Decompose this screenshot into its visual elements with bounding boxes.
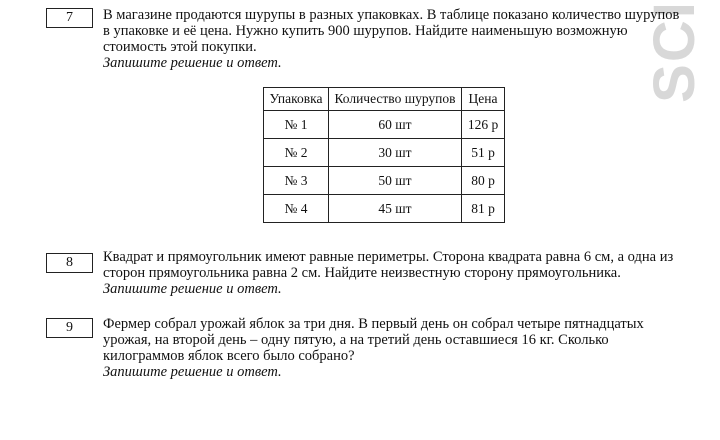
cell-package: № 3 xyxy=(264,167,329,195)
cell-price: 81 р xyxy=(462,195,505,223)
task-8-text xyxy=(103,249,673,297)
table-row xyxy=(264,111,505,139)
cell-price: 80 р xyxy=(462,167,505,195)
table-row xyxy=(264,167,505,195)
header-quantity: Количество шурупов xyxy=(329,88,462,111)
task-9-line-2: урожая, на второй день – одну пятую, а на третий день оставшиеся 16 кг. Сколько xyxy=(103,332,609,348)
task-9-line-3: килограммов яблок всего было собрано? xyxy=(103,348,355,364)
header-package: Упаковка xyxy=(264,88,329,111)
task-7-line-3: стоимость этой покупки. xyxy=(103,39,257,55)
table-row xyxy=(264,139,505,167)
watermark: SCI xyxy=(642,0,708,103)
cell-package: № 1 xyxy=(264,111,329,139)
task-7-text xyxy=(103,7,679,71)
task-8-line-1: Квадрат и прямоугольник имеют равные периметры. Сторона квадрата равна 6 см, а одна из xyxy=(103,249,674,265)
header-price: Цена xyxy=(462,88,505,111)
cell-quantity: 50 шт xyxy=(329,167,462,195)
task-8-number: 8 xyxy=(46,253,93,273)
packages-table xyxy=(263,87,505,223)
cell-quantity: 60 шт xyxy=(329,111,462,139)
task-8-instruction: Запишите решение и ответ. xyxy=(103,281,282,297)
task-9-number: 9 xyxy=(46,318,93,338)
task-7-line-2: в упаковке и её цена. Нужно купить 900 шурупов. Найдите наименьшую возможную xyxy=(103,23,628,39)
task-8-line-2: сторон прямоугольника равна 2 см. Найдите неизвестную сторону прямоугольника. xyxy=(103,265,621,281)
task-7-instruction: Запишите решение и ответ. xyxy=(103,55,282,71)
task-9-instruction: Запишите решение и ответ. xyxy=(103,364,282,380)
cell-quantity: 30 шт xyxy=(329,139,462,167)
cell-price: 51 р xyxy=(462,139,505,167)
table-header-row xyxy=(264,88,505,111)
task-9-text xyxy=(103,316,644,380)
cell-package: № 2 xyxy=(264,139,329,167)
task-9-line-1: Фермер собрал урожай яблок за три дня. В первый день он собрал четыре пятнадцатых xyxy=(103,316,644,332)
cell-package: № 4 xyxy=(264,195,329,223)
cell-price: 126 р xyxy=(462,111,505,139)
task-7-line-1: В магазине продаются шурупы в разных упаковках. В таблице показано количество шурупов xyxy=(103,7,680,23)
cell-quantity: 45 шт xyxy=(329,195,462,223)
task-7-number: 7 xyxy=(46,8,93,28)
table-row xyxy=(264,195,505,223)
